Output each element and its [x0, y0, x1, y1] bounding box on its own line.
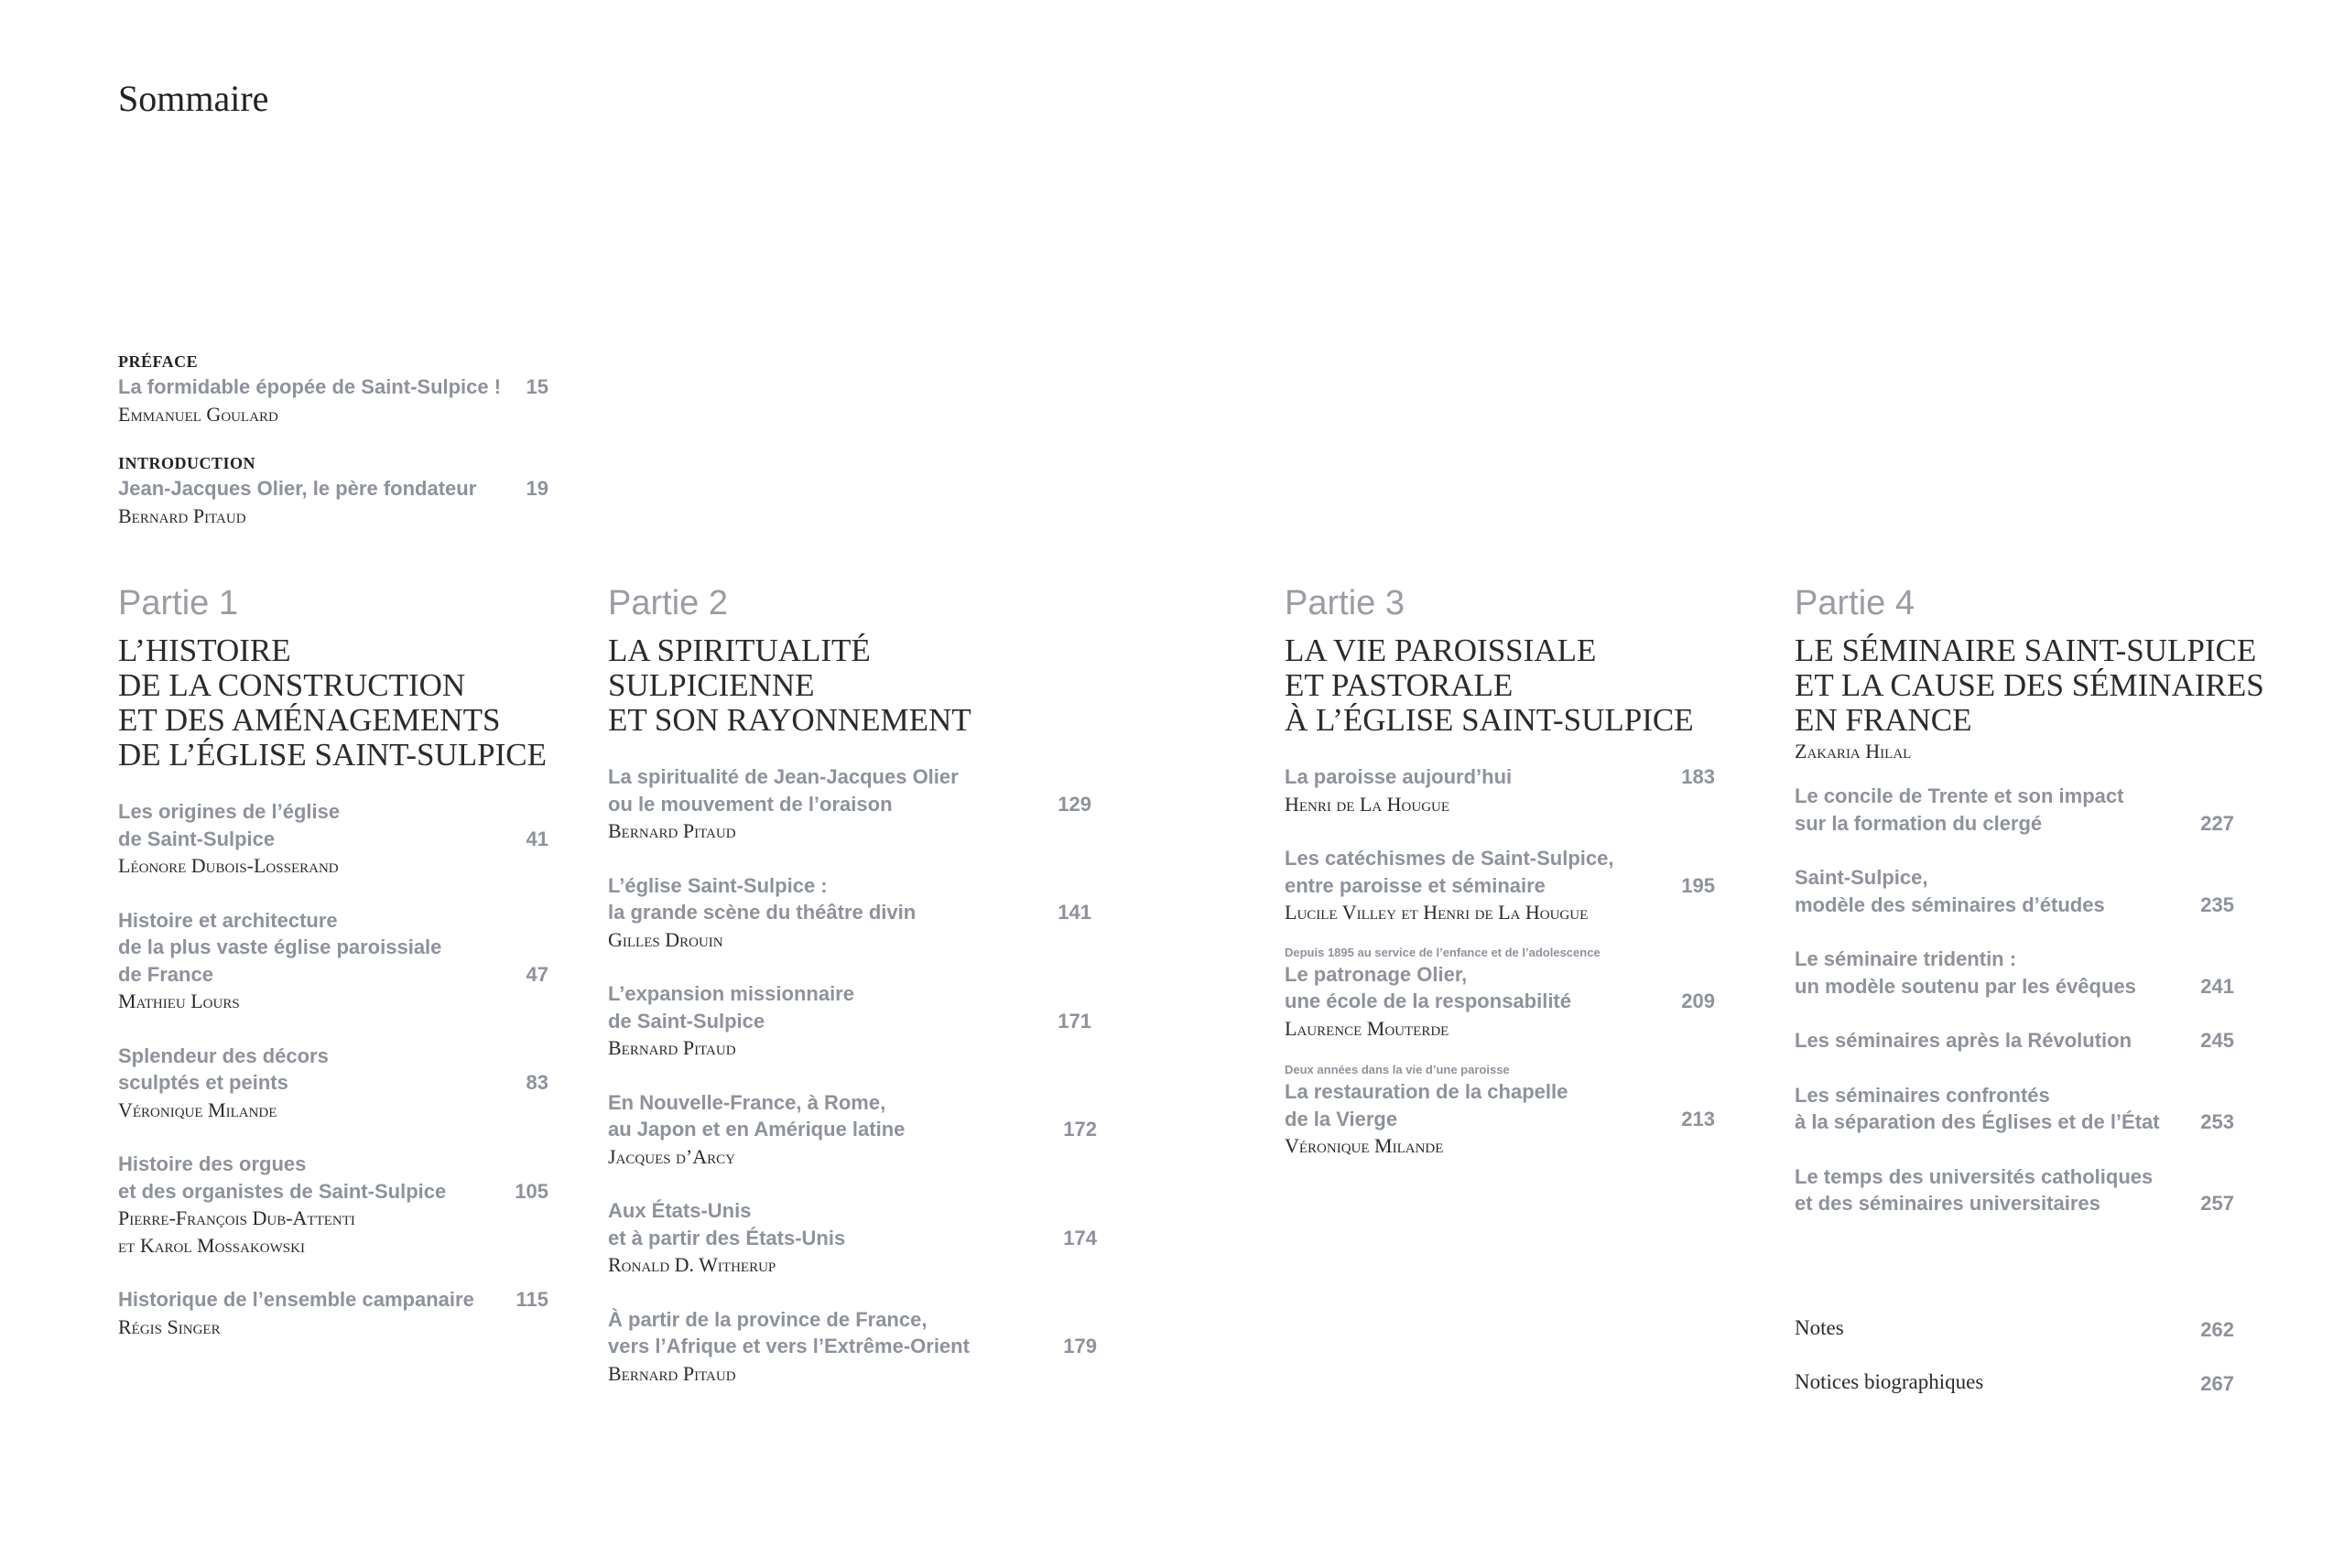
entry-author: Ronald D. Witherup: [608, 1253, 776, 1276]
part-1-column: [118, 586, 548, 1368]
part-title: L’HISTOIRE DE LA CONSTRUCTION ET DES AMÉNAGEMENTS DE L’ÉGLISE SAINT-SULPICE: [118, 633, 547, 773]
toc-entry[interactable]: [118, 907, 548, 1015]
entry-page: 172: [1063, 1118, 1097, 1141]
entry-page: 179: [1063, 1335, 1097, 1357]
entry-page: 41: [526, 827, 548, 850]
entry-title: Splendeur des décors sculptés et peints: [118, 1044, 329, 1094]
toc-entry[interactable]: [1795, 783, 2234, 837]
toc-entry[interactable]: [1795, 1163, 2234, 1217]
entry-page: 257: [2200, 1192, 2234, 1215]
entry-title: À partir de la province de France, vers l’Afrique et vers l’Extrême-Orient: [608, 1307, 970, 1357]
part-number: Partie 2: [608, 584, 728, 622]
introduction-label: INTRODUCTION: [118, 454, 256, 472]
entry-kicker: Depuis 1895 au service de l’enfance et de l’adolescence: [1285, 945, 1601, 959]
biographies-page: 267: [2200, 1372, 2234, 1395]
entry-title: Les séminaires après la Révolution: [1795, 1029, 2132, 1052]
toc-entry[interactable]: [1285, 945, 1724, 1043]
entry-author: Laurence Mouterde: [1285, 1016, 1449, 1040]
entry-title: Jean-Jacques Olier, le père fondateur: [118, 477, 477, 500]
toc-entry[interactable]: [1795, 946, 2234, 1000]
entry-title: L’expansion missionnaire de Saint-Sulpice: [608, 982, 854, 1033]
notes-label: Notes: [1795, 1316, 1844, 1339]
toc-entry[interactable]: [1285, 763, 1724, 817]
entry-author: Henri de La Hougue: [1285, 792, 1450, 816]
entry-author: Lucile Villey et Henri de La Hougue: [1285, 901, 1589, 924]
toc-entry[interactable]: [608, 763, 1091, 845]
entry-page: 227: [2200, 811, 2234, 835]
entry-author: Véronique Milande: [1285, 1134, 1444, 1157]
entry-page: 129: [1058, 792, 1091, 816]
preface-entry[interactable]: [118, 350, 548, 427]
entry-title: La formidable épopée de Saint-Sulpice !: [118, 375, 502, 398]
toc-entry[interactable]: [608, 1197, 1097, 1279]
entry-title: Historique de l’ensemble campanaire: [118, 1288, 474, 1311]
part-author: Zakaria Hilal: [1795, 740, 1912, 762]
page-title: Sommaire: [118, 78, 269, 119]
entry-page: 241: [2200, 974, 2234, 998]
part-2-column: [608, 584, 1097, 1414]
entry-author: Jacques d’Arcy: [608, 1144, 735, 1168]
toc-entry[interactable]: [608, 872, 1091, 954]
entry-author: Mathieu Lours: [118, 989, 240, 1012]
entry-page: 83: [526, 1071, 548, 1094]
part-number: Partie 3: [1285, 584, 1405, 622]
entry-page: 209: [1681, 989, 1715, 1012]
part-4-column: [1795, 584, 2264, 1245]
part-number: Partie 1: [118, 584, 238, 622]
entry-page: 235: [2200, 892, 2234, 916]
entry-author: Emmanuel Goulard: [118, 402, 278, 426]
entry-page: 171: [1058, 1009, 1091, 1033]
notes-entry[interactable]: [1795, 1316, 2234, 1340]
entry-author: Pierre-François Dub-Attenti et Karol Mossakowski: [118, 1206, 355, 1257]
toc-entry[interactable]: [1285, 845, 1724, 926]
part-title: LA VIE PAROISSIALE ET PASTORALE À L’ÉGLISE SAINT-SULPICE: [1285, 633, 1694, 738]
entry-author: Bernard Pitaud: [608, 1361, 736, 1385]
entry-title: Saint-Sulpice, modèle des séminaires d’études: [1795, 866, 2105, 916]
entry-title: La spiritualité de Jean-Jacques Olier ou le mouvement de l’oraison: [608, 765, 959, 816]
entry-author: Régis Singer: [118, 1314, 221, 1338]
part-number: Partie 4: [1795, 584, 1915, 622]
entry-author: Véronique Milande: [118, 1098, 277, 1121]
part-title: LE SÉMINAIRE SAINT-SULPICE ET LA CAUSE DES SÉMINAIRES EN FRANCE: [1795, 633, 2264, 738]
toc-entry[interactable]: [118, 798, 548, 880]
entry-page: 245: [2200, 1029, 2234, 1052]
entry-title: Le concile de Trente et son impact sur la formation du clergé: [1795, 784, 2124, 835]
toc-entry[interactable]: [118, 1286, 548, 1340]
entry-page: 47: [526, 962, 548, 986]
biographies-label: Notices biographiques: [1795, 1370, 1984, 1393]
entry-author: Léonore Dubois-Losserand: [118, 854, 339, 877]
entry-title: Histoire des orgues et des organistes de Saint-Sulpice: [118, 1152, 447, 1203]
entry-title: L’église Saint-Sulpice : la grande scène du théâtre divin: [608, 873, 917, 924]
entry-title: En Nouvelle-France, à Rome, au Japon et en Amérique latine: [608, 1090, 906, 1141]
toc-entry[interactable]: [1285, 1062, 1724, 1160]
introduction-entry[interactable]: [118, 451, 548, 529]
entry-kicker: Deux années dans la vie d’une paroisse: [1285, 1063, 1510, 1076]
entry-title: Le séminaire tridentin : un modèle soutenu par les évêques: [1795, 947, 2136, 998]
biographies-entry[interactable]: [1795, 1370, 2234, 1394]
entry-page: 15: [526, 375, 548, 398]
toc-entry[interactable]: [118, 1151, 548, 1259]
toc-entry[interactable]: [1795, 864, 2234, 918]
entry-page: 115: [515, 1288, 548, 1311]
entry-title: Les séminaires confrontés à la séparation des Églises et de l’État: [1795, 1083, 2160, 1133]
entry-page: 253: [2200, 1110, 2234, 1133]
notes-page: 262: [2200, 1318, 2234, 1341]
part-title: LA SPIRITUALITÉ SULPICIENNE ET SON RAYONNEMENT: [608, 633, 971, 738]
entry-page: 195: [1681, 873, 1715, 897]
toc-entry[interactable]: [1795, 1082, 2234, 1136]
front-matter: [118, 350, 548, 557]
entry-page: 19: [526, 477, 548, 500]
toc-entry[interactable]: [118, 1043, 548, 1124]
entry-page: 105: [515, 1179, 548, 1203]
entry-page: 183: [1681, 765, 1715, 788]
preface-label: PRÉFACE: [118, 352, 199, 371]
entry-author: Bernard Pitaud: [608, 1036, 736, 1059]
entry-author: Bernard Pitaud: [118, 503, 246, 527]
entry-title: Le temps des universités catholiques et des séminaires universitaires: [1795, 1164, 2154, 1215]
entry-title: Les origines de l’église de Saint-Sulpice: [118, 800, 341, 850]
entry-author: Gilles Drouin: [608, 927, 723, 951]
entry-title: Les catéchismes de Saint-Sulpice, entre paroisse et séminaire: [1285, 847, 1614, 897]
part-3-column: [1285, 586, 1724, 1187]
toc-entry[interactable]: [1795, 1027, 2234, 1054]
entry-title: La paroisse aujourd’hui: [1285, 765, 1513, 788]
entry-title: Histoire et architecture de la plus vaste église paroissiale de France: [118, 908, 442, 986]
entry-page: 213: [1681, 1107, 1715, 1130]
entry-title: La restauration de la chapelle de la Vierge: [1285, 1080, 1568, 1130]
toc-entry[interactable]: [608, 980, 1091, 1062]
entry-author: Bernard Pitaud: [608, 819, 736, 842]
toc-entry[interactable]: [608, 1306, 1097, 1388]
entry-page: 174: [1063, 1226, 1097, 1249]
entry-title: Aux États-Unis et à partir des États-Unis: [608, 1199, 846, 1249]
entry-title: Le patronage Olier, une école de la responsabilité: [1285, 962, 1571, 1012]
toc-entry[interactable]: [608, 1089, 1097, 1171]
entry-page: 141: [1058, 901, 1091, 924]
